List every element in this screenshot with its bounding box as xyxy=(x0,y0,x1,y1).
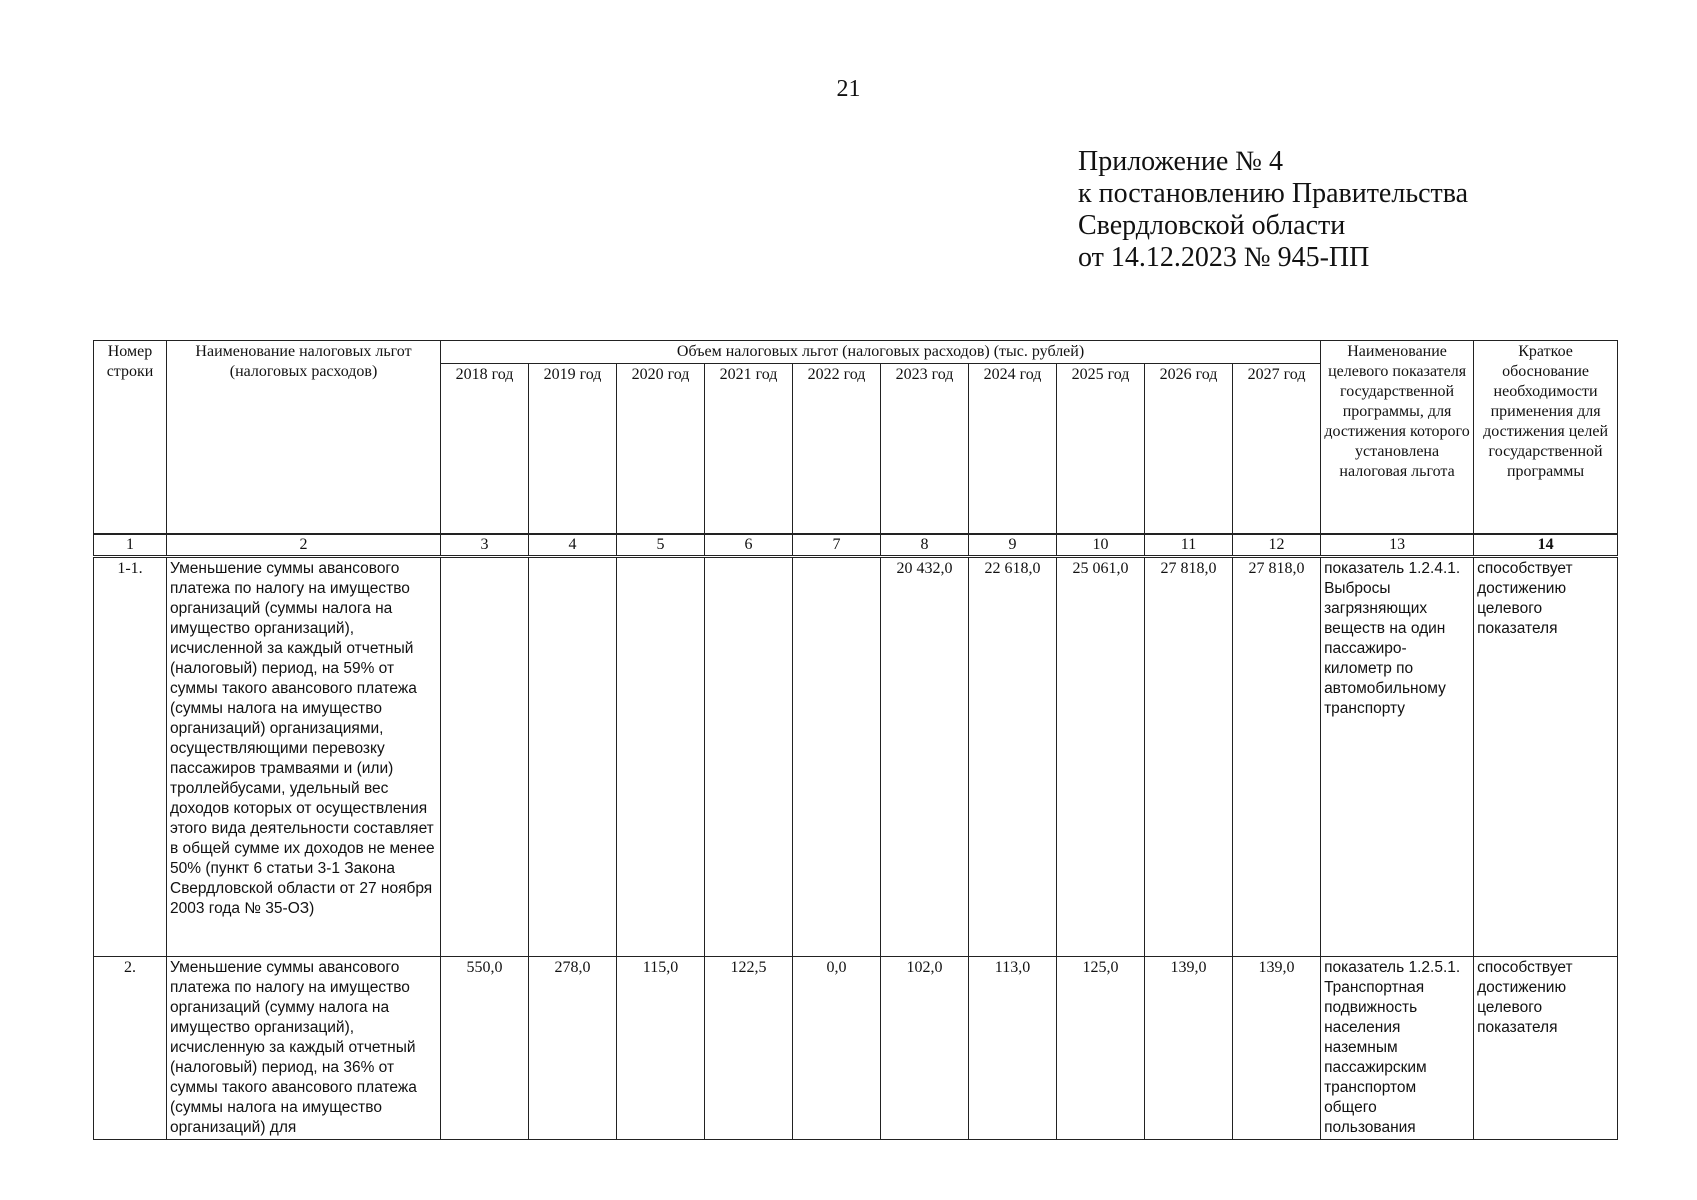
header-year: 2025 год xyxy=(1057,364,1145,534)
justification: способствует достижению целевого показателя xyxy=(1474,956,1618,1139)
year-value: 113,0 xyxy=(969,956,1057,1139)
column-number: 9 xyxy=(969,534,1057,557)
column-number: 2 xyxy=(167,534,441,557)
year-value: 20 432,0 xyxy=(881,556,969,956)
column-number: 4 xyxy=(529,534,617,557)
year-value: 550,0 xyxy=(441,956,529,1139)
year-value: 22 618,0 xyxy=(969,556,1057,956)
year-value xyxy=(705,556,793,956)
column-number: 3 xyxy=(441,534,529,557)
year-value: 125,0 xyxy=(1057,956,1145,1139)
page-number: 21 xyxy=(836,76,861,102)
year-value: 102,0 xyxy=(881,956,969,1139)
justification: способствует достижению целевого показателя xyxy=(1474,556,1618,956)
header-year: 2024 год xyxy=(969,364,1057,534)
row-number: 2. xyxy=(94,956,167,1139)
header-year: 2021 год xyxy=(705,364,793,534)
header-year: 2020 год xyxy=(617,364,705,534)
table-row xyxy=(94,956,1618,1139)
year-value xyxy=(617,556,705,956)
year-value: 0,0 xyxy=(793,956,881,1139)
header-volume: Объем налоговых льгот (налоговых расходов) (тыс. рублей) xyxy=(441,341,1321,364)
column-number: 12 xyxy=(1233,534,1321,557)
tax-benefits-table xyxy=(93,340,1618,1140)
appendix-block xyxy=(1078,146,1468,274)
year-value: 27 818,0 xyxy=(1145,556,1233,956)
header-benefit-name: Наименование налоговых льгот (налоговых расходов) xyxy=(167,341,441,534)
column-number: 5 xyxy=(617,534,705,557)
appendix-line-4: от 14.12.2023 № 945-ПП xyxy=(1078,242,1370,273)
column-number: 6 xyxy=(705,534,793,557)
benefit-name: Уменьшение суммы авансового платежа по налогу на имущество организаций (сумму налога на имущество организаций), исчисленную за каждый отчетный (налоговый) период, на 36% от суммы такого авансового платежа (суммы налога на имущество организаций) для xyxy=(167,956,441,1139)
year-value: 139,0 xyxy=(1145,956,1233,1139)
appendix-line-2: к постановлению Правительства xyxy=(1078,178,1469,209)
column-number: 8 xyxy=(881,534,969,557)
header-justification: Краткое обоснование необходимости применения для достижения целей государственной программы xyxy=(1474,341,1618,534)
benefit-name: Уменьшение суммы авансового платежа по налогу на имущество организаций (суммы налога на имущество организаций), исчисленной за каждый отчетный (налоговый) период, на 59% от суммы такого авансового платежа (суммы налога на имущество организаций) организациями, осуществляющими перевозку пассажиров трамваями и (или) троллейбусами, удельный вес доходов которых от осуществления этого вида деятельности составляет в общей сумме их доходов не менее 50% (пункт 6 статьи 3-1 Закона Свердловской области от 27 ноября 2003 года № 35-ОЗ) xyxy=(167,556,441,956)
indicator: показатель 1.2.4.1. Выбросы загрязняющих веществ на один пассажиро-километр по автомобильному транспорту xyxy=(1321,556,1474,956)
header-row-1 xyxy=(94,341,1618,364)
column-number: 1 xyxy=(94,534,167,557)
column-number: 11 xyxy=(1145,534,1233,557)
year-value xyxy=(529,556,617,956)
header-year: 2027 год xyxy=(1233,364,1321,534)
year-value: 278,0 xyxy=(529,956,617,1139)
year-value xyxy=(793,556,881,956)
header-year: 2018 год xyxy=(441,364,529,534)
column-number: 10 xyxy=(1057,534,1145,557)
header-year: 2019 год xyxy=(529,364,617,534)
indicator: показатель 1.2.5.1. Транспортная подвижность населения наземным пассажирским транспортом общего пользования xyxy=(1321,956,1474,1139)
year-value xyxy=(441,556,529,956)
table-row xyxy=(94,556,1618,956)
year-value: 25 061,0 xyxy=(1057,556,1145,956)
column-number: 7 xyxy=(793,534,881,557)
year-value: 27 818,0 xyxy=(1233,556,1321,956)
year-value: 115,0 xyxy=(617,956,705,1139)
header-row-number: Номер строки xyxy=(94,341,167,534)
header-year: 2026 год xyxy=(1145,364,1233,534)
header-indicator: Наименование целевого показателя государственной программы, для достижения которого установлена налоговая льгота xyxy=(1321,341,1474,534)
header-year: 2023 год xyxy=(881,364,969,534)
appendix-line-3: Свердловской области xyxy=(1078,210,1346,241)
year-value: 122,5 xyxy=(705,956,793,1139)
column-number: 13 xyxy=(1321,534,1474,557)
column-number: 14 xyxy=(1474,534,1618,557)
year-value: 139,0 xyxy=(1233,956,1321,1139)
row-number: 1-1. xyxy=(94,556,167,956)
column-numbers-row xyxy=(94,534,1618,557)
header-year: 2022 год xyxy=(793,364,881,534)
appendix-line-1: Приложение № 4 xyxy=(1078,146,1283,177)
